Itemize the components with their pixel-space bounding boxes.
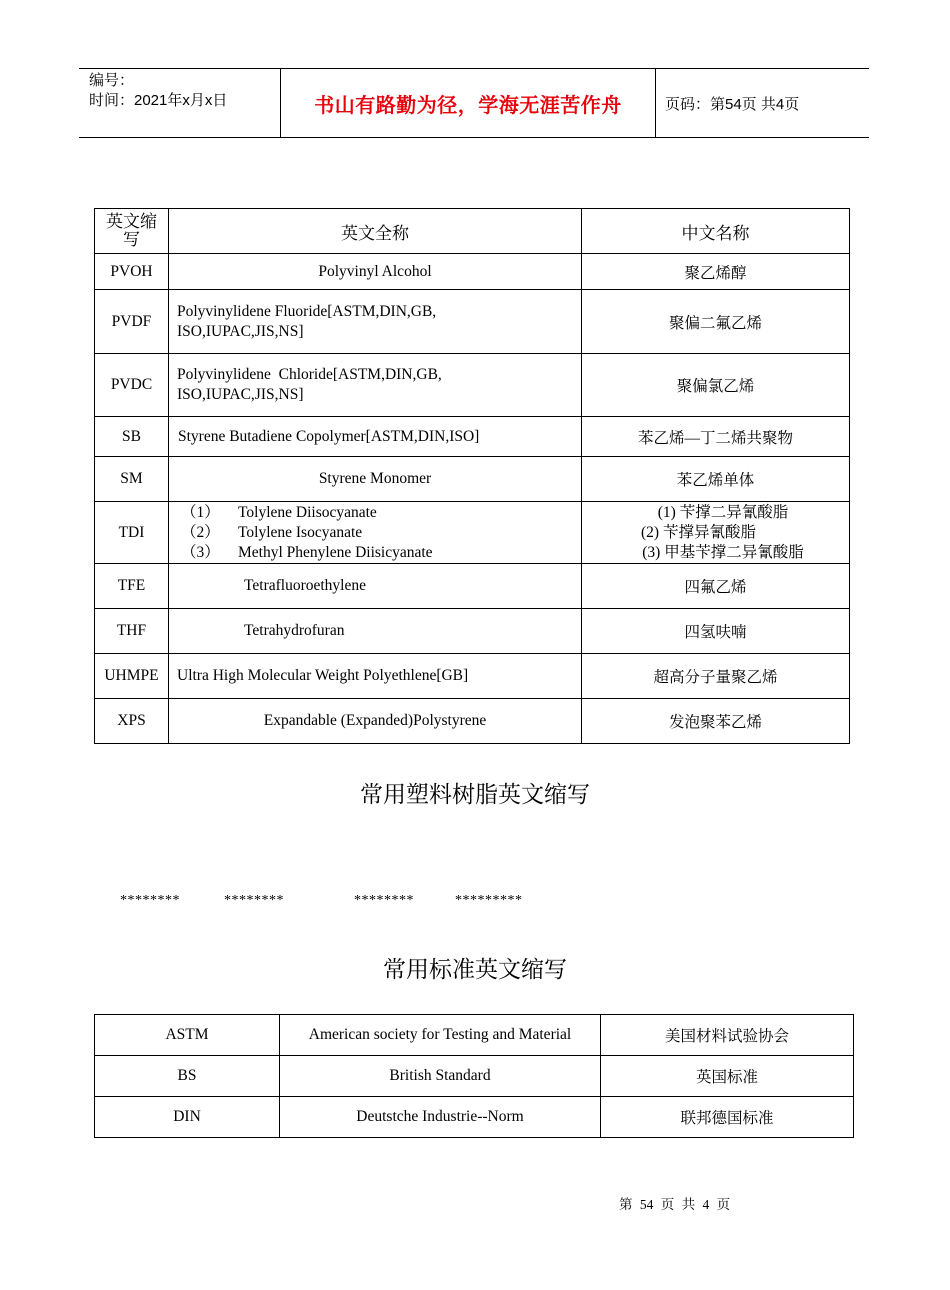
chinese-name-cell: 四氢呋喃	[582, 609, 850, 654]
table-header-row	[95, 209, 850, 254]
separator-stars: *********	[455, 893, 523, 908]
full-name-cell: Ultra High Molecular Weight Polyethlene[GB]	[169, 654, 582, 699]
full-name-cell: Styrene Monomer	[169, 457, 582, 502]
header-chinese-name: 中文名称	[582, 209, 850, 254]
abbr-cell: PVDC	[95, 354, 169, 417]
standard-cn-cell: 联邦德国标准	[601, 1097, 854, 1138]
chinese-name-cell: 聚偏二氟乙烯	[582, 290, 850, 354]
table-row	[95, 502, 850, 564]
tdi-item-name: Tolylene Diisocyanate	[238, 503, 377, 521]
chinese-name-cell	[582, 502, 850, 564]
header-page-info: 页码：第54页 共4页	[665, 95, 800, 113]
table-row	[95, 417, 850, 457]
full-name-cell: Styrene Butadiene Copolymer[ASTM,DIN,ISO]	[169, 417, 582, 457]
number-label: 编号：	[89, 72, 135, 89]
header-motto: 书山有路勤为径，学海无涯苦作舟	[280, 69, 656, 137]
full-name-cell: Polyvinyl Alcohol	[169, 254, 582, 290]
abbr-cell: SM	[95, 457, 169, 502]
standard-full-cell: British Standard	[280, 1056, 601, 1097]
abbr-cell: SB	[95, 417, 169, 457]
table-row	[95, 654, 850, 699]
chinese-name-cell: 超高分子量聚乙烯	[582, 654, 850, 699]
tdi-item-number: （2）	[181, 523, 220, 541]
heading-standard-abbreviations: 常用标准英文缩写	[383, 956, 567, 982]
table-row	[95, 1015, 854, 1056]
standard-cn-cell: 英国标准	[601, 1056, 854, 1097]
abbr-cell: PVOH	[95, 254, 169, 290]
table-row	[95, 609, 850, 654]
tdi-item-number: （3）	[181, 543, 220, 561]
abbr-cell: PVDF	[95, 290, 169, 354]
standards-table	[94, 1014, 854, 1138]
separator-stars: ********	[224, 893, 284, 908]
abbr-cell: THF	[95, 609, 169, 654]
tdi-item-cn: (2) 苄撑异氰酸脂	[641, 523, 756, 541]
full-name-line: Polyvinylidene Fluoride[ASTM,DIN,GB,	[177, 302, 437, 320]
table-row	[95, 457, 850, 502]
abbr-cell: UHMPE	[95, 654, 169, 699]
abbreviation-table	[94, 208, 850, 744]
page-header	[79, 68, 869, 138]
tdi-item-cn: (1) 苄撑二异氰酸脂	[657, 503, 789, 521]
time-label: 时间：2021年x月x日	[89, 92, 228, 109]
full-name-cell: Expandable (Expanded)Polystyrene	[169, 699, 582, 744]
standard-abbr-cell: ASTM	[95, 1015, 280, 1056]
standard-cn-cell: 美国材料试验协会	[601, 1015, 854, 1056]
standard-full-cell: Deutstche Industrie--Norm	[280, 1097, 601, 1138]
full-name-cell: Tetrahydrofuran	[169, 609, 582, 654]
separator-stars: ********	[354, 893, 414, 908]
chinese-name-cell: 发泡聚苯乙烯	[582, 699, 850, 744]
tdi-item-number: （1）	[181, 503, 220, 521]
abbr-cell: TDI	[95, 502, 169, 564]
tdi-item	[181, 503, 573, 523]
full-name-cell	[169, 354, 582, 417]
full-name-cell	[169, 502, 582, 564]
standard-full-cell: American society for Testing and Material	[280, 1015, 601, 1056]
table-row	[95, 354, 850, 417]
table-row	[95, 254, 850, 290]
tdi-item-name: Methyl Phenylene Diisicyanate	[238, 543, 433, 561]
chinese-name-cell: 四氟乙烯	[582, 564, 850, 609]
separator-stars: ********	[120, 893, 180, 908]
header-abbr: 英文缩写	[95, 209, 169, 254]
header-meta	[79, 69, 280, 137]
table-row	[95, 564, 850, 609]
standard-abbr-cell: DIN	[95, 1097, 280, 1138]
table-row	[95, 699, 850, 744]
table-row	[95, 1097, 854, 1138]
heading-resin-abbreviations: 常用塑料树脂英文缩写	[360, 781, 590, 807]
chinese-name-cell: 聚偏氯乙烯	[582, 354, 850, 417]
full-name-line: ISO,IUPAC,JIS,NS]	[177, 322, 304, 340]
full-name-line: Polyvinylidene Chloride[ASTM,DIN,GB,	[177, 366, 442, 383]
full-name-cell	[169, 290, 582, 354]
full-name-cell: Tetrafluoroethylene	[169, 564, 582, 609]
tdi-item-cn: (3) 甲基苄撑二异氰酸脂	[642, 543, 804, 561]
table-row	[95, 1056, 854, 1097]
tdi-item-name: Tolylene Isocyanate	[238, 523, 363, 541]
header-full-name: 英文全称	[169, 209, 582, 254]
tdi-item	[181, 543, 573, 563]
abbr-cell: TFE	[95, 564, 169, 609]
full-name-line: ISO,IUPAC,JIS,NS]	[177, 386, 304, 403]
page-footer: 第 54 页 共 4 页	[619, 1197, 731, 1212]
chinese-name-cell: 聚乙烯醇	[582, 254, 850, 290]
tdi-item	[181, 523, 573, 543]
chinese-name-cell: 苯乙烯单体	[582, 457, 850, 502]
abbr-cell: XPS	[95, 699, 169, 744]
standard-abbr-cell: BS	[95, 1056, 280, 1097]
table-row	[95, 290, 850, 354]
chinese-name-cell: 苯乙烯—丁二烯共聚物	[582, 417, 850, 457]
